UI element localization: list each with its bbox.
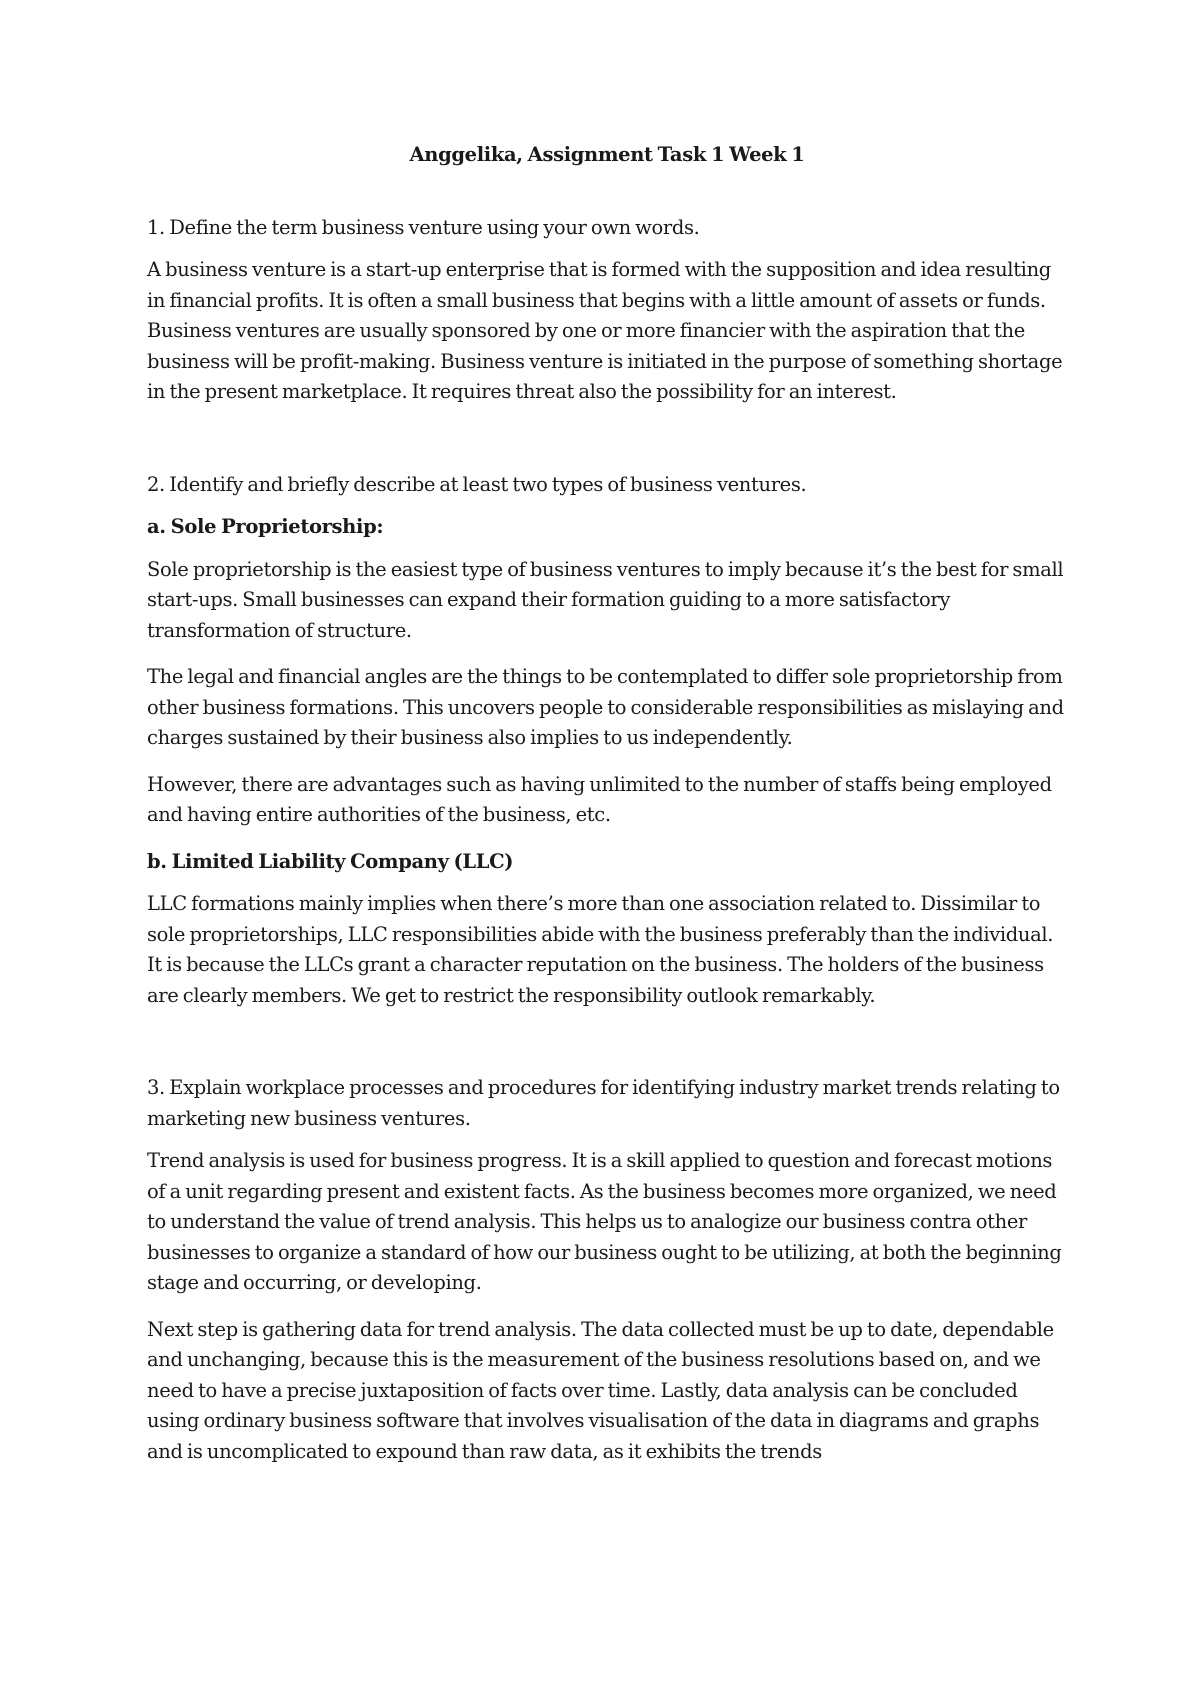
answer-1-paragraph: A business venture is a start-up enterprise that is formed with the supposition and idea resulting in financial profits. It is often a small business that begins with a little amount of assets or funds. Business ventures are usually sponsored by one or more financier with the aspiration that the business will be profit-making. Business venture is initiated in the purpose of something shortage in the present marketplace. It requires threat also the possibility for an interest. — [147, 258, 1063, 403]
question-3: 3. Explain workplace processes and procedures for identifying industry market trends relating to marketing new business ventures. — [147, 1076, 1060, 1130]
sole-proprietorship-paragraph: The legal and financial angles are the things to be contemplated to differ sole proprietorship from other business formations. This uncovers people to considerable responsibilities as mislaying and charges sustained by their business also implies to us independently. — [147, 665, 1064, 749]
subheading-sole-proprietorship: a. Sole Proprietorship: — [147, 515, 384, 538]
document-title: Anggelika, Assignment Task 1 Week 1 — [409, 143, 805, 166]
section-spacer — [147, 424, 1067, 470]
section-spacer — [147, 1027, 1067, 1073]
trend-analysis-paragraph: Next step is gathering data for trend analysis. The data collected must be up to date, dependable and unchanging, because this is the measurement of the business resolutions based on, and we need to have a precise juxtaposition of facts over time. Lastly, data analysis can be concluded using ordinary business software that involves visualisation of the data in diagrams and graphs and is uncomplicated to expound than raw data, as it exhibits the trends — [147, 1317, 1054, 1463]
sole-proprietorship-paragraph: However, there are advantages such as having unlimited to the number of staffs being employed and having entire authorities of the business, etc. — [147, 772, 1052, 826]
question-2: 2. Identify and briefly describe at least two types of business ventures. — [147, 472, 807, 496]
subheading-llc: b. Limited Liability Company (LLC) — [147, 849, 514, 873]
trend-analysis-paragraph: Trend analysis is used for business progress. It is a skill applied to question and forecast motions of a unit regarding present and existent facts. As the business becomes more organized, we need to understand the value of trend analysis. This helps us to analogize our business contra other businesses to organize a standard of how our business ought to be utilizing, at both the beginning stage and occurring, or developing. — [147, 1149, 1062, 1294]
llc-paragraph: LLC formations mainly implies when there’s more than one association related to. Dissimilar to sole proprietorships, LLC responsibilities abide with the business preferably than the individual. It is because the LLCs grant a character reputation on the business. The holders of the business are clearly members. We get to restrict the responsibility outlook remarkably. — [147, 892, 1054, 1007]
question-1: 1. Define the term business venture using your own words. — [147, 215, 700, 239]
document-body — [147, 140, 1067, 1483]
sole-proprietorship-paragraph: Sole proprietorship is the easiest type of business ventures to imply because it’s the best for small start-ups. Small businesses can expand their formation guiding to a more satisfactory transformation of structure. — [147, 557, 1064, 642]
